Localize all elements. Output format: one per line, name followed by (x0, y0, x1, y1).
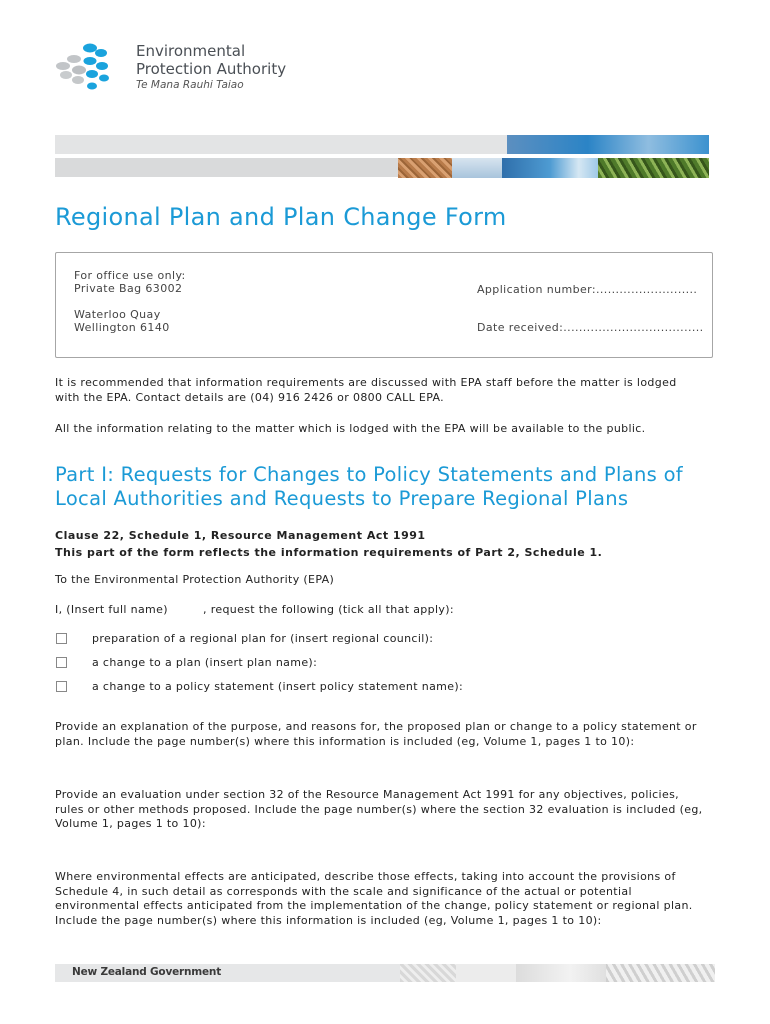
logo-line-1: Environmental (136, 42, 246, 60)
office-address-2: Waterloo Quay (74, 308, 161, 321)
epa-logo-mark-icon (54, 40, 134, 100)
question-section-32: Provide an evaluation under section 32 of the Resource Management Act 1991 for any objectives, policies, rules or other methods proposed. Include the page number(s) where the section 32 evaluation is included (eg, Volume 1, pages 1 to 10): (55, 788, 703, 831)
footer-texture-1 (400, 964, 456, 982)
question-environmental-effects: Where environmental effects are anticipated, describe those effects, taking into account the provisions of Schedule 4, in such detail as corresponds with the scale and significance of the actual or potential environmental effects anticipated from the implementation of the change, policy statement or regional plan. Include the page number(s) where this information is included (eg, Volume 1, pages 1 to 10): (55, 870, 693, 928)
sky-image (507, 135, 709, 154)
banner-gray-bar-top (55, 135, 507, 154)
option-regional-plan-checkbox[interactable] (56, 633, 67, 644)
sea-image (502, 158, 598, 178)
application-number-field: Application number:.......................... (477, 283, 698, 296)
office-address-3: Wellington 6140 (74, 321, 170, 334)
header-banner (55, 135, 709, 178)
full-name-label: I, (Insert full name) (55, 603, 168, 616)
request-label: , request the following (tick all that apply): (203, 603, 454, 616)
office-use-box (55, 252, 713, 358)
option-plan-change-checkbox[interactable] (56, 657, 67, 668)
banner-gray-bar-bottom (55, 158, 398, 177)
footer-texture-4 (606, 964, 715, 982)
option-plan-change-label: a change to a plan (insert plan name): (92, 656, 318, 669)
fern-image (598, 158, 709, 178)
epa-logo (54, 40, 304, 100)
nz-government-logo: New Zealand Government (72, 966, 222, 978)
date-received-field: Date received:.................................... (477, 321, 704, 334)
footer-banner (55, 964, 715, 982)
option-policy-statement-label: a change to a policy statement (insert policy statement name): (92, 680, 464, 693)
option-policy-statement-checkbox[interactable] (56, 681, 67, 692)
water-image (452, 158, 502, 178)
option-regional-plan-label: preparation of a regional plan for (insert regional council): (92, 632, 434, 645)
footer-texture-2 (456, 964, 516, 982)
logo-line-3: Te Mana Rauhi Taiao (136, 79, 244, 91)
page-title: Regional Plan and Plan Change Form (55, 203, 507, 231)
intro-paragraph-1: It is recommended that information requirements are discussed with EPA staff before the matter is lodged with the EPA. Contact details are (04) 916 2426 or 0800 CALL EPA. (55, 376, 677, 404)
part-reflects-note: This part of the form reflects the information requirements of Part 2, Schedule 1. (55, 546, 603, 559)
logo-line-2: Protection Authority (136, 60, 287, 78)
office-use-label: For office use only: (74, 269, 186, 282)
soil-image (398, 158, 452, 178)
clause-reference: Clause 22, Schedule 1, Resource Management Act 1991 (55, 529, 426, 542)
question-purpose: Provide an explanation of the purpose, and reasons for, the proposed plan or change to a policy statement or plan. Include the page number(s) where this information is included (eg, Volume 1, pages 1 to 10): (55, 720, 697, 748)
part1-heading: Part I: Requests for Changes to Policy Statements and Plans of Local Authorities and Requests to Prepare Regional Plans (55, 463, 683, 510)
footer-texture-3 (516, 964, 606, 982)
full-name-input[interactable] (172, 601, 198, 617)
addressee: To the Environmental Protection Authority (EPA) (55, 573, 335, 586)
office-address-1: Private Bag 63002 (74, 282, 183, 295)
intro-paragraph-2: All the information relating to the matter which is lodged with the EPA will be available to the public. (55, 422, 646, 435)
